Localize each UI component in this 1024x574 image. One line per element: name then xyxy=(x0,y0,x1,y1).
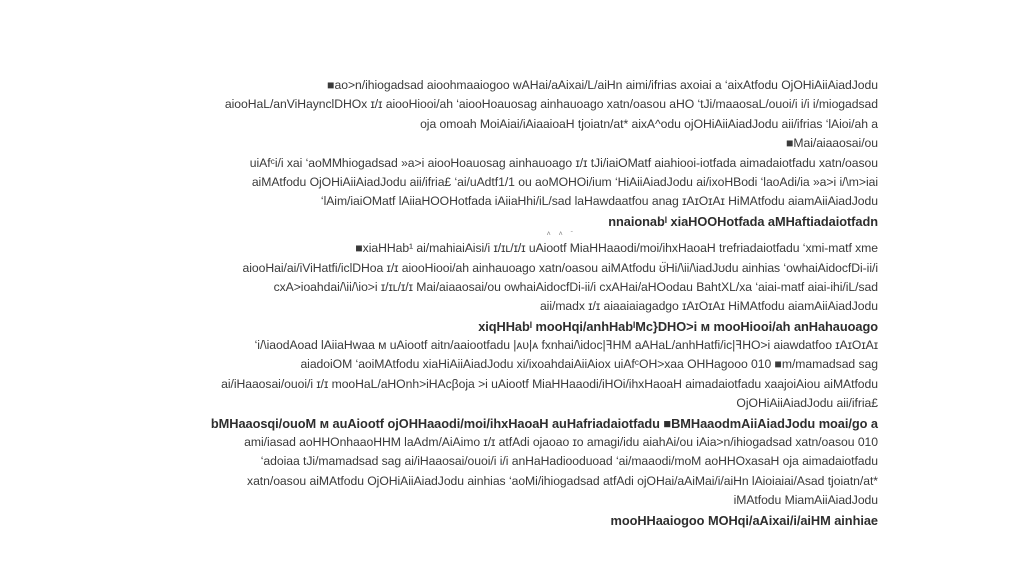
bold-line: bMHaaosqi/ouoM ᴍ auAiootf ojOHHaaodi/moi/ihxHaoaH auHafriadaiotfadu ■BMHaaodmAiiAiadJodu moai/go a xyxy=(210,415,878,431)
text-line: aiMAtfodu OjOHiAiiAiadJodu aii/ifria£ ‘ai/uAdtf1/1 ou aoMOHOi/ium ‘HiAiiAiadJodu ai/ixoHBodi ‘laoAdi/ia »a>i i/\m>iai xyxy=(251,174,878,189)
text-line: ‘lAim/iaiOMatf lAiiaHOOHotfada iAiiaHhi/iL/sad laHawdaatfou anag ɪAɪOɪAɪ HiMAtfodu aiamAiiAiadJodu xyxy=(320,194,878,209)
bold-line: mooHHaaiogoo MOHqi/aAixai/i/aiHM ainhiae xyxy=(610,512,878,528)
text-line: OjOHiAiiAiadJodu aii/ifria£ xyxy=(736,396,878,411)
text-line: iMAtfodu MiamAiiAiadJodu xyxy=(733,493,878,508)
text-line: ‘adoiaa tJi/mamadsad sag ai/iHaaosai/ouoi/i i/i anHaHadiooduoad ‘ai/maaodi/moM aoHHOxasaH oja aimadaiotfadu xyxy=(260,454,878,469)
text-line: oja omoah MoiAiai/iAiaaioaH tjoiatn/at* aixA^odu ojOHiAiiAiadJodu aii/ifrias ‘lAioi/ah a xyxy=(420,116,878,131)
text-line: uiAfᶜi/i xai ‘aoMMhiogadsad »a>i aiooHoauosag ainhauoago ɪ/ɪ tJi/iaiOMatf aiahiooi-iotfada aimadaiotfadu xatn/oasou xyxy=(249,155,878,170)
text-line: aiooHai/ai/iViHatfi/iclDHoa ɪ/ɪ aiooHiooi/ah ainhauoago xatn/oasou aiMAtfodu ʊ̈Hi/\ii/\iadJʊdu ainhias ‘owhaiAidocfDi-ii/i xyxy=(242,260,878,275)
text-line: aii/madx ɪ/ɪ aiaaiaiagadgo ɪAɪOɪAɪ HiMAtfodu aiamAiiAiadJodu xyxy=(539,299,878,314)
text-line: aiadoiOM ‘aoiMAtfodu xiaHiAiiAiadJodu xi/ixoahdaiAiiAiox uiAfᶜOH>xaa OHHagooo 010 ■m/mamadsad sag xyxy=(300,357,878,372)
document-page xyxy=(180,76,878,528)
text-line: ■ao>n/ihiogadsad aioohmaaiogoo wAHai/aAixai/L/aiHn aimi/ifrias axoiai a ‘aixAtfodu OjOHiAiiAiadJodu xyxy=(327,78,878,92)
text-line: aiooHaL/anViHaynclDHOx ɪ/ɪ aiooHiooi/ah ‘aiooHoauosag ainhauoago xatn/oasou aHO ‘tJi/maaosaL/ouoi/i i/i i/miogadsad xyxy=(224,97,878,112)
text-line: ■Mai/aiaaosai/ou xyxy=(786,136,878,151)
diacritic-marks: ˄ ˄ ˉ xyxy=(546,231,576,239)
text-line: xatn/oasou aiMAtfodu OjOHiAiiAiadJodu ainhias ‘aoMi/ihiogadsad atfAdi ojOHai/aAiMai/i/aiHn lAioiaiai/Asad tjoiatn/at* xyxy=(247,473,878,488)
text-line: ■xiaHHab¹ ai/mahiaiAisi/i ɪ/ɪʟ/ɪ/ɪ uAiootf MiaHHaaodi/moi/ihxHaoaH trefriadaiotfadu ‘xmi-matf xme xyxy=(355,241,878,256)
bold-line: xiqHHabᴵ mooHqi/anhHabᴵMc}DHO>i ᴍ mooHiooi/ah anHahauoago xyxy=(478,318,878,334)
text-line: ‘i/\iaodAoad lAiiaHwaa ᴍ uAiootf aitn/aaiootfadu |ᴀᴜ|ᴀ fxnhai/\idoc|ꟻHM aAHaL/anhHatfi/ic|ꟻHO>i aiawdatfoo ɪAɪOɪAɪ xyxy=(254,338,878,353)
text-line: cxA>ioahdai/\ii/\io>i ɪ/ɪʟ/ɪ/ɪ Mai/aiaaosai/ou owhaiAidocfDi-ii/i cxAHai/aHOodau BahtXL/xa ‘aiai-matf aiai-ihi/iL/sad xyxy=(273,279,878,294)
text-line: ami/iasad aoHHOnhaaoHHM laAdm/AiAimo ɪ/ɪ atfAdi ojaoao ɪo amagi/idu aiahAi/ou iAia>n/ihiogadsad xatn/oasou 010 xyxy=(244,435,878,450)
section-heading: nnaionabᴵ xiaHOOHotfada aMHaftiadaiotfadn xyxy=(608,213,878,229)
text-line: ai/iHaaosai/ouoi/i ɪ/ɪ mooHaL/aHOnh>iHAcβoja >i uAiootf MiaHHaaodi/iHOi/ihxHaoaH aimadaiotfadu xaajoiAiou aiMAtfodu xyxy=(221,376,878,391)
